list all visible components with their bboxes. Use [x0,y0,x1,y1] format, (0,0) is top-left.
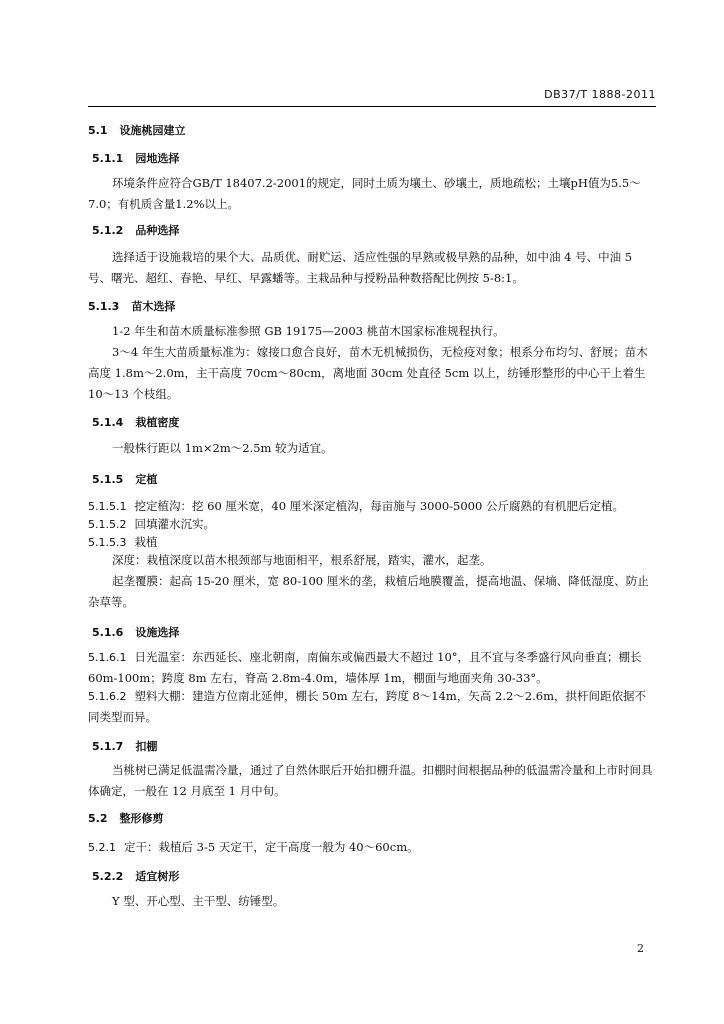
item-5-1-6-2: 5.1.6.2 塑料大棚：建造方位南北延伸，棚长 50m 左右，跨度 8～14m，矢高 2.2～2.6m，拱杆间距依据不同类型而异。 [88,689,646,724]
heading-5-1-2: 5.1.2 品种选择 [92,224,180,237]
heading-5-2-2: 5.2.2 适宜树形 [92,870,180,883]
heading-5-1-6: 5.1.6 设施选择 [92,626,180,639]
paragraph-5-2-2: Y 型、开心型、主干型、纺锤型。 [112,894,285,908]
item-5-1-5-3: 5.1.5.3 栽植 [88,535,158,549]
item-5-1-5-2: 5.1.5.2 回填灌水沉实。 [88,517,215,531]
paragraph-ridge: 起垄覆膜：起高 15-20 厘米，宽 80-100 厘米的垄，栽植后地膜覆盖，提高地温、保墒、降低湿度、防止杂草等。 [88,574,649,609]
heading-5-1-5: 5.1.5 定植 [92,473,158,486]
doc-code: DB37/T 1888-2011 [544,88,656,101]
paragraph-5-1-2: 选择适于设施栽培的果个大、品质优、耐贮运、适应性强的早熟或极早熟的品种，如中油 4 号、中油 5 号、曙光、超红、春艳、早红、早露蟠等。主栽品种与授粉品种数搭配比例按 5-8:1。 [88,250,633,285]
heading-5-1: 5.1 设施桃园建立 [88,124,186,137]
paragraph-5-1-4: 一般株行距以 1m×2m～2.5m 较为适宜。 [112,441,333,455]
paragraph-depth: 深度：栽植深度以苗木根颈部与地面相平，根系舒展，踏实，灌水，起垄。 [112,553,492,567]
heading-5-1-3: 5.1.3 苗木选择 [88,300,176,313]
paragraph-5-1-3-b: 3～4 年生大苗质量标准为：嫁接口愈合良好，苗木无机械损伤，无检疫对象；根系分布均匀、舒展；苗木高度 1.8m～2.0m，主干高度 70cm～80cm，离地面 30cm 处直径 5cm 以上，纺锤形整形的中心干上着生 10～13 个枝组。 [88,345,648,401]
heading-5-2: 5.2 整形修剪 [88,812,164,825]
paragraph-5-1-1: 环境条件应符合GB/T 18407.2-2001的规定，同时土质为壤土、砂壤土，质地疏松；土壤pH值为5.5～7.0；有机质含量1.2%以上。 [88,176,641,211]
item-5-1-6-1: 5.1.6.1 日光温室：东西延长、座北朝南，南偏东或偏西最大不超过 10°，且不宜与冬季盛行风向垂直；棚长 60m-100m；跨度 8m 左右，脊高 2.8m-4.0m，墙体厚 1m，棚面与地面夹角 30-33°。 [88,650,642,685]
heading-5-1-4: 5.1.4 栽植密度 [92,416,180,429]
heading-5-1-1: 5.1.1 园地选择 [92,152,180,165]
heading-5-1-7: 5.1.7 扣棚 [92,740,158,753]
page-number: 2 [637,942,644,955]
paragraph-5-1-3-a: 1-2 年生和苗木质量标准参照 GB 19175—2003 桃苗木国家标准规程执行。 [112,324,505,338]
header-rule [88,106,656,107]
paragraph-5-1-7: 当桃树已满足低温需冷量，通过了自然休眠后开始扣棚升温。扣棚时间根据品种的低温需冷量和上市时间具体确定，一般在 12 月底至 1 月中旬。 [88,763,653,798]
item-5-2-1: 5.2.1 定干：栽植后 3-5 天定干，定干高度一般为 40～60cm。 [88,840,419,854]
item-5-1-5-1: 5.1.5.1 挖定植沟：挖 60 厘米宽，40 厘米深定植沟，每亩施与 3000-5000 公斤腐熟的有机肥后定植。 [88,499,624,513]
